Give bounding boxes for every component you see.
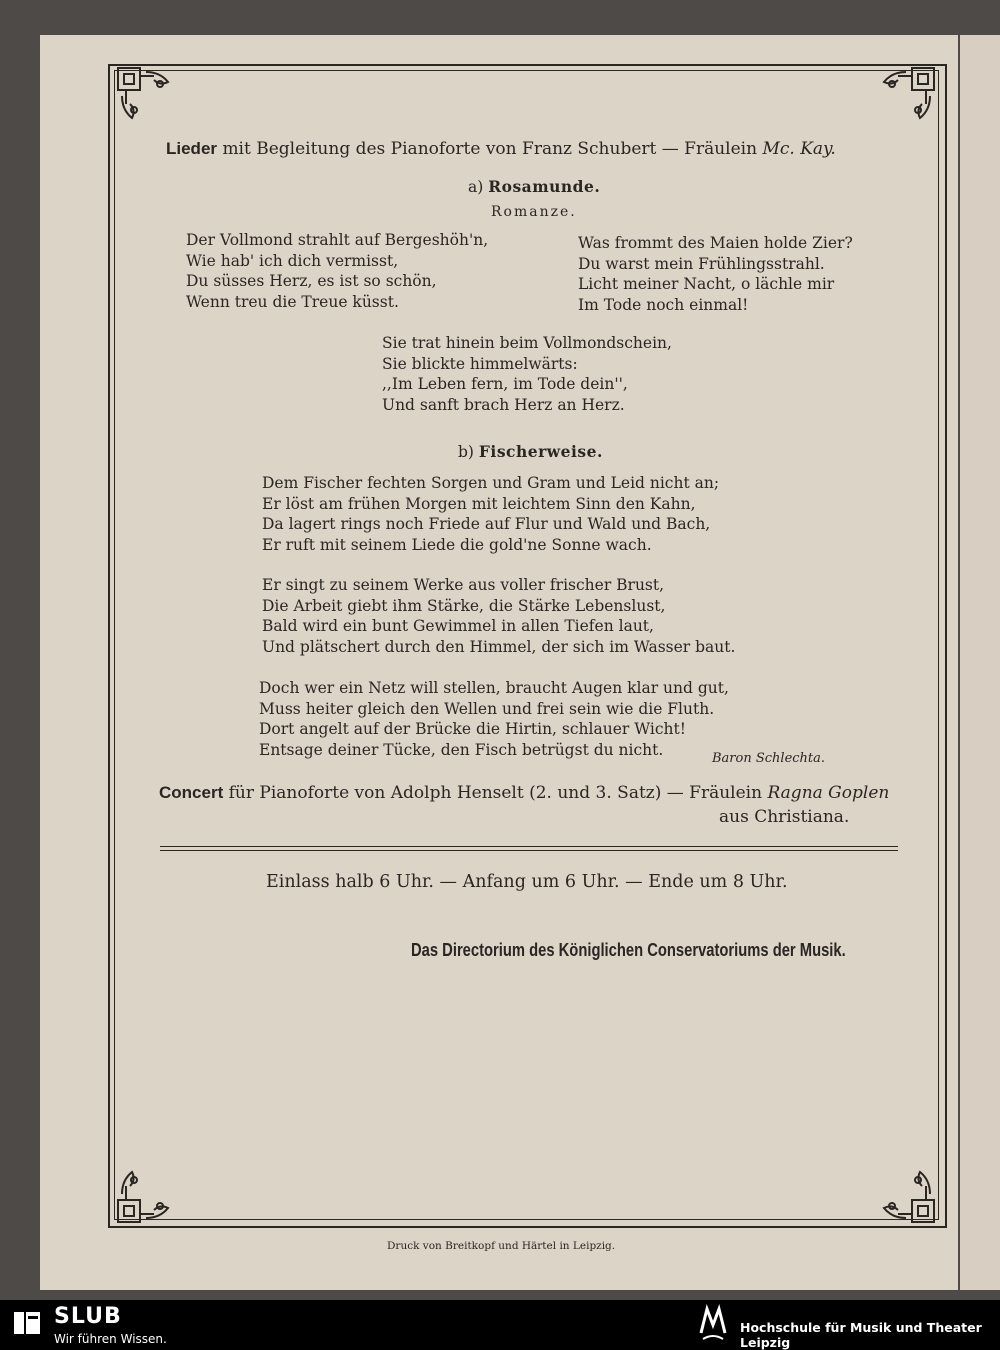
rosamunde-title-text: Rosamunde.	[488, 177, 601, 196]
verse-line: Wie hab' ich dich vermisst,	[186, 251, 399, 270]
concert-label: Concert	[159, 783, 224, 802]
rosamunde-title	[468, 177, 600, 196]
verse-line: Sie trat hinein beim Vollmondschein,	[382, 334, 672, 352]
verse-line: Entsage deiner Tücke, den Fisch betrügst du nicht.	[259, 740, 664, 759]
verse-line: Der Vollmond strahlt auf Bergeshöh'n,	[186, 231, 489, 249]
schedule-line: Einlass halb 6 Uhr. — Anfang um 6 Uhr. — Ende um 8 Uhr.	[266, 872, 788, 892]
verse-line: Du süsses Herz, es ist so schön,	[186, 272, 437, 290]
next-page-edge	[960, 35, 1000, 1290]
verse-line: Dem Fischer fechten Sorgen und Gram und Leid nicht an;	[262, 474, 720, 492]
fischerweise-prefix: b)	[458, 443, 474, 461]
lieder-text: mit Begleitung des Pianoforte von Franz Schubert — Fräulein	[222, 139, 758, 159]
lieder-heading	[166, 139, 836, 159]
verse-line: Doch wer ein Netz will stellen, braucht Augen klar und gut,	[259, 679, 729, 697]
verse-line: Wenn treu die Treue küsst.	[186, 292, 399, 311]
verse-line: Dort angelt auf der Brücke die Hirtin, schlauer Wicht!	[259, 720, 686, 738]
divider-line	[160, 846, 898, 847]
printer-imprint: Druck von Breitkopf und Härtel in Leipzig.	[387, 1240, 616, 1252]
rosamunde-stanza-center	[382, 333, 672, 415]
lieder-label: Lieder	[166, 139, 218, 158]
verse-line: Die Arbeit giebt ihm Stärke, die Stärke Lebenslust,	[262, 596, 666, 615]
rosamunde-stanza-right	[578, 233, 853, 315]
ornament-bottom-left-icon	[112, 1158, 182, 1228]
ornament-top-right-icon	[870, 62, 940, 132]
fischerweise-stanza-3	[259, 678, 729, 760]
concert-origin: aus Christiana.	[719, 807, 850, 827]
verse-line: Muss heiter gleich den Wellen und frei sein wie die Fluth.	[259, 699, 715, 718]
verse-line: Du warst mein Frühlingsstrahl.	[578, 254, 825, 273]
verse-line: Sie blickte himmelwärts:	[382, 354, 578, 373]
verse-line: Er ruft mit seinem Liede die gold'ne Sonne wach.	[262, 535, 652, 554]
slub-book-icon	[12, 1308, 42, 1338]
divider-line	[160, 850, 898, 851]
fischerweise-title	[458, 442, 603, 461]
directorium-signature: Das Directorium des Königlichen Conservatoriums der Musik.	[411, 940, 846, 960]
hmt-name[interactable]: Hochschule für Musik und Theater Leipzig	[740, 1320, 982, 1350]
ornament-top-left-icon	[112, 62, 182, 132]
concert-text: für Pianoforte von Adolph Henselt (2. und 3. Satz) — Fräulein	[228, 783, 763, 803]
verse-line: Im Tode noch einmal!	[578, 295, 749, 314]
verse-line: Licht meiner Nacht, o lächle mir	[578, 275, 835, 293]
verse-line: Bald wird ein bunt Gewimmel in allen Tiefen laut,	[262, 617, 654, 635]
ornament-bottom-right-icon	[870, 1158, 940, 1228]
hmt-logo-icon	[695, 1303, 731, 1345]
verse-line: Er löst am frühen Morgen mit leichtem Sinn den Kahn,	[262, 494, 696, 513]
rosamunde-subtitle: Romanze.	[491, 204, 577, 220]
verse-line: Und sanft brach Herz an Herz.	[382, 395, 625, 414]
slub-tagline: Wir führen Wissen.	[54, 1332, 167, 1346]
rosamunde-prefix: a)	[468, 178, 484, 196]
lieder-performer: Mc. Kay.	[762, 139, 836, 159]
verse-line: Er singt zu seinem Werke aus voller frischer Brust,	[262, 576, 665, 594]
verse-line: Und plätschert durch den Himmel, der sich im Wasser baut.	[262, 637, 736, 656]
poem-author: Baron Schlechta.	[712, 751, 826, 766]
verse-line: ,,Im Leben fern, im Tode dein'',	[382, 375, 628, 393]
slub-name[interactable]: SLUB	[54, 1304, 122, 1329]
verse-line: Da lagert rings noch Friede auf Flur und Wald und Bach,	[262, 515, 711, 533]
fischerweise-stanza-2	[262, 575, 735, 657]
fischerweise-title-text: Fischerweise.	[478, 442, 603, 461]
verse-line: Was frommt des Maien holde Zier?	[578, 234, 853, 252]
fischerweise-stanza-1	[262, 473, 719, 555]
rosamunde-stanza-left	[186, 230, 488, 312]
concert-performer: Ragna Goplen	[767, 783, 890, 803]
concert-heading	[159, 783, 889, 803]
